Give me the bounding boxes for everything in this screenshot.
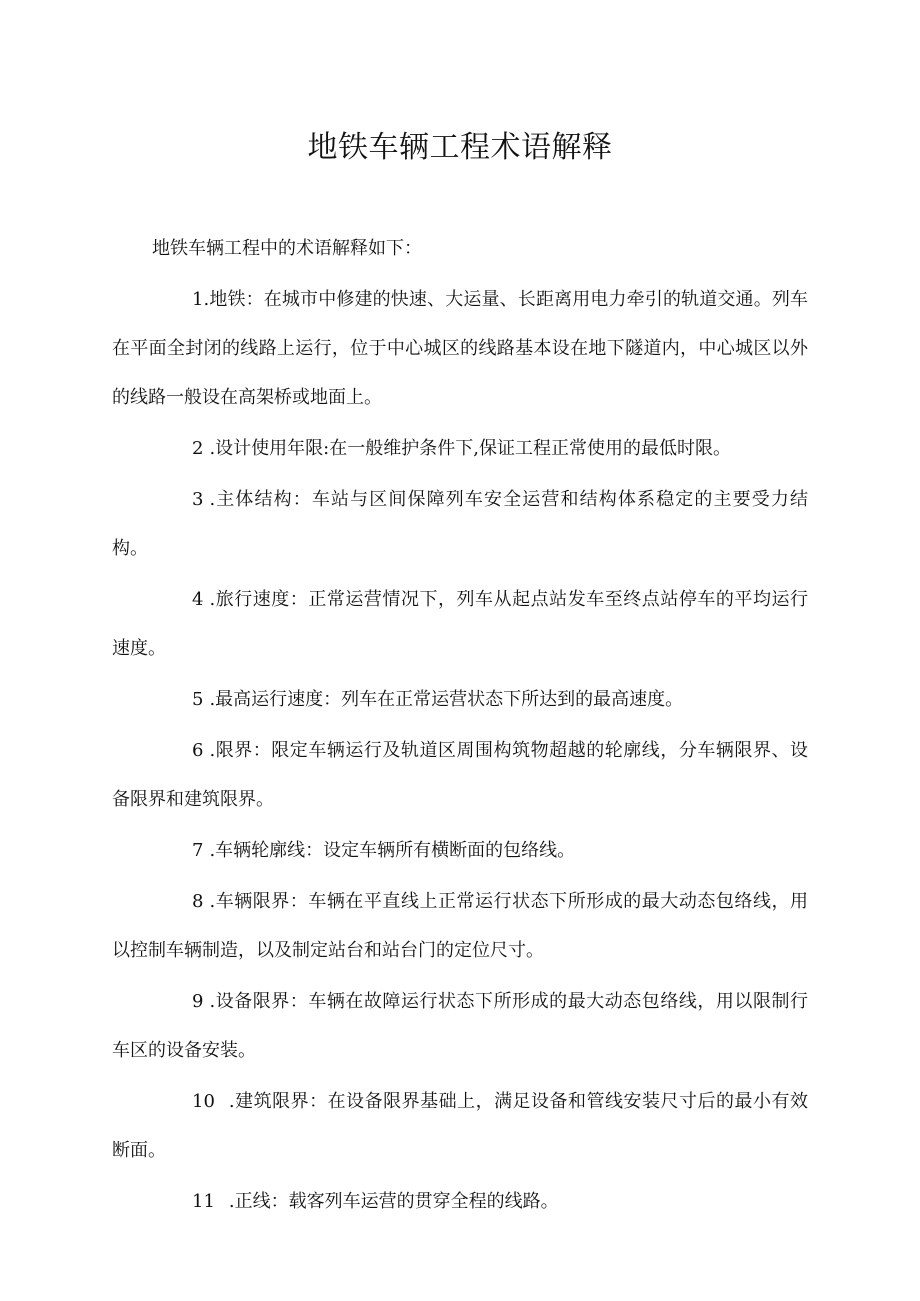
term-text: .正线：载客列车运营的贯穿全程的线路。 [228, 1191, 559, 1212]
term-text: .最高运行速度：列车在正常运营状态下所达到的最高速度。 [209, 689, 684, 710]
term-number: 5 [192, 689, 204, 710]
term-paragraph-1 [112, 275, 808, 422]
document-title: 地铁车辆工程术语解释 [307, 130, 613, 165]
term-paragraph-11 [112, 1177, 808, 1226]
term-paragraph-10 [112, 1077, 808, 1175]
term-paragraph-4 [112, 575, 808, 673]
term-paragraph-2 [112, 424, 808, 473]
term-paragraph-7 [112, 826, 808, 875]
term-text: .限界：限定车辆运行及轨道区周围构筑物超越的轮廓线，分车辆限界、设备限界和建筑限界。 [112, 740, 808, 810]
term-text: .主体结构：车站与区间保障列车安全运营和结构体系稳定的主要受力结构。 [112, 489, 808, 559]
term-number: 10 [192, 1091, 215, 1112]
term-text: .设备限界：车辆在故障运行状态下所形成的最大动态包络线，用以限制行车区的设备安装。 [112, 991, 808, 1061]
term-number: 6 [192, 740, 204, 761]
term-number: 7 [192, 840, 204, 861]
term-paragraph-6 [112, 726, 808, 824]
term-paragraph-3 [112, 475, 808, 573]
term-number: 8 [192, 891, 204, 912]
term-number: 4 [192, 589, 204, 610]
term-text: .设计使用年限:在一般维护条件下,保证工程正常使用的最低时限。 [209, 438, 731, 459]
term-paragraph-9 [112, 977, 808, 1075]
term-number: 2 [192, 438, 204, 459]
term-number: 11 [192, 1191, 215, 1212]
term-number: 3 [192, 489, 204, 510]
term-paragraph-5 [112, 675, 808, 724]
term-paragraph-8 [112, 877, 808, 975]
document-body [112, 224, 808, 1226]
term-text: .旅行速度：正常运营情况下，列车从起点站发车至终点站停车的平均运行速度。 [112, 589, 808, 659]
term-text: 地铁：在城市中修建的快速、大运量、长距离用电力牵引的轨道交通。列车在平面全封闭的线路上运行，位于中心城区的线路基本设在地下隧道内，中心城区以外的线路一般设在高架桥或地面上。 [112, 289, 808, 408]
term-number: 1. [192, 289, 210, 310]
term-number: 9 [192, 991, 204, 1012]
term-text: .车辆限界：车辆在平直线上正常运行状态下所形成的最大动态包络线，用以控制车辆制造，以及制定站台和站台门的定位尺寸。 [112, 891, 808, 961]
intro-paragraph: 地铁车辆工程中的术语解释如下： [152, 238, 422, 259]
term-text: .建筑限界：在设备限界基础上，满足设备和管线安装尺寸后的最小有效断面。 [112, 1091, 808, 1161]
term-text: .车辆轮廓线：设定车辆所有横断面的包络线。 [209, 840, 576, 861]
